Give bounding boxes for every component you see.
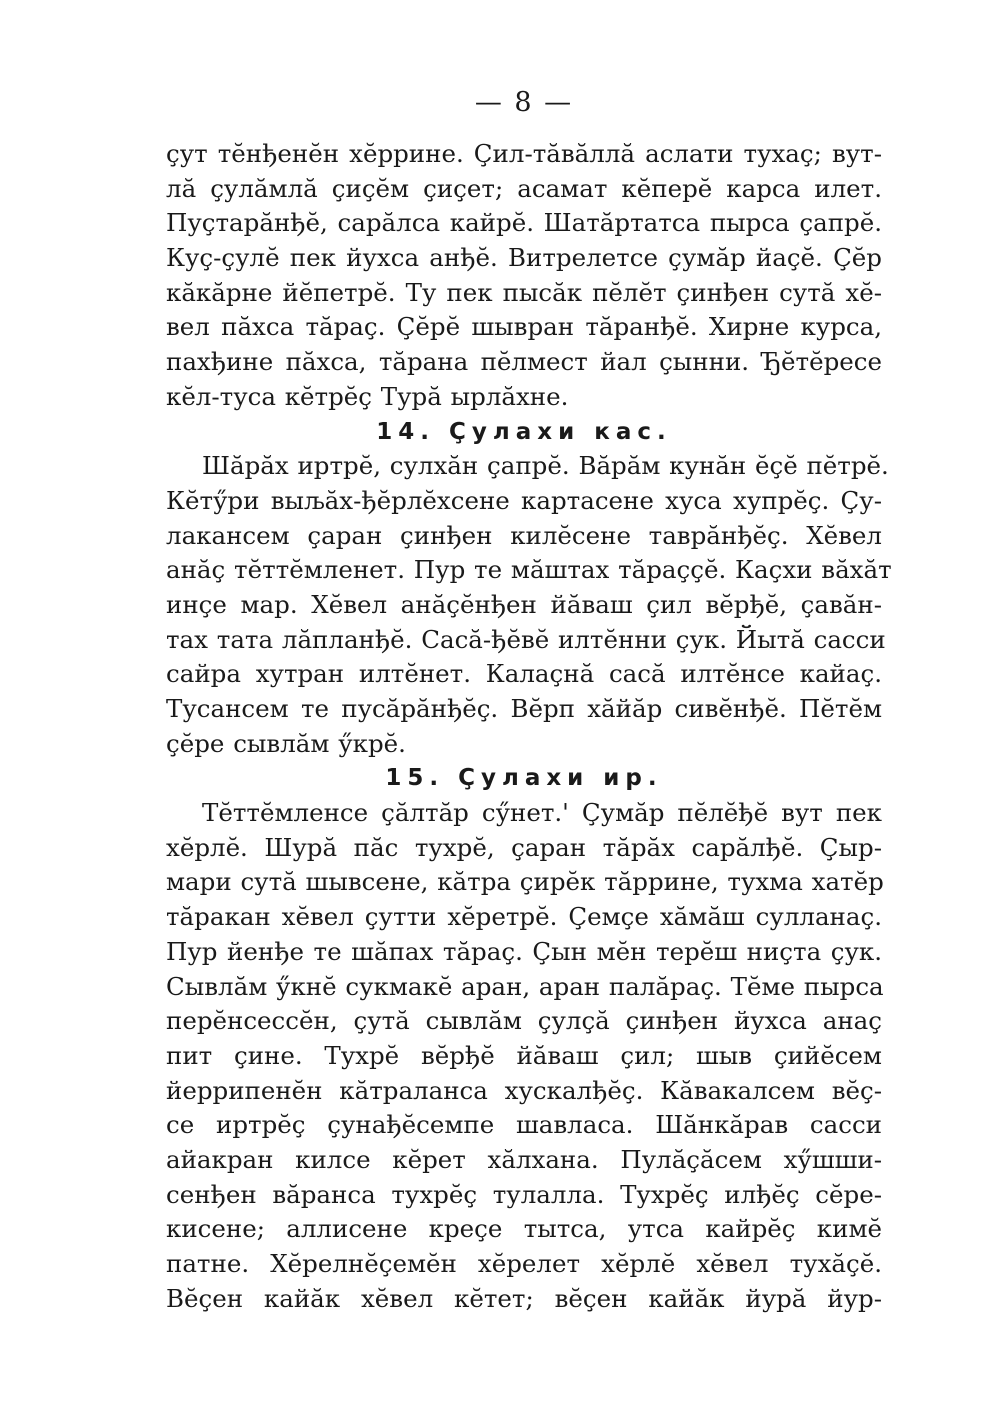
text-line: çут тĕнђенĕн хĕррине. Çил-тăвăллă аслати тухаҫ; вут-	[166, 139, 882, 168]
text-line: лакансем çаран çинђен килĕсене таврăнђĕç. Хĕвел	[166, 520, 882, 550]
text-line: çĕре сывлăм ӳкрĕ.	[166, 728, 406, 758]
text-line: Сывлăм ӳкнĕ сукмакĕ аран, аран палăраҫ. Тĕме пырса	[166, 971, 884, 1001]
text-line: Пур йенђе те шăпах тăраҫ. Çын мĕн терĕш ниçта çук.	[166, 936, 882, 966]
text-line: Куç-çулĕ пек йухса анђĕ. Витрелетсе çумăр йаҫĕ. Çĕр	[166, 243, 882, 273]
text-line: йеррипенĕн кăтраланса хускалђĕç. Кăвакалсем вĕç-	[166, 1075, 882, 1105]
text-line: Кĕтӳри выљăх-ђĕрлĕхсене картасене хуса хупрĕç. Çу-	[166, 485, 882, 515]
text-line: инçе мар. Хĕвел анăçĕнђен йăваш çил вĕрђĕ, çавăн-	[166, 589, 882, 619]
text-line: Тĕттĕмленсе çăлтăр сӳнет.' Çумăр пĕлĕђĕ вут пек	[202, 798, 882, 828]
section-14	[166, 415, 892, 762]
text-line: перĕнсессĕн, çутă сывлăм çулçă çинђен йухса анаҫ	[166, 1006, 882, 1036]
text-line: пит çине. Тухрĕ вĕрђĕ йăваш çил; шыв çийĕсем	[166, 1040, 882, 1070]
text-line: кисене; аллисене креçе тытса, утса кайрĕç кимĕ	[166, 1214, 882, 1244]
text-line: хĕрлĕ. Шурă пăс тухрĕ, çаран тăрăх сарăлђĕ. Çыр-	[166, 832, 882, 862]
text-line: анăç тĕттĕмленет. Пур те мăштах тăраççĕ. Каçхи вăхăт	[166, 555, 892, 585]
text-line: Шăрăх иртрĕ, сулхăн çапрĕ. Вăрăм кунăн ĕçĕ пĕтрĕ.	[202, 451, 889, 481]
section-heading: 14. Çулахи кас.	[376, 418, 672, 445]
page-number: — 8 —	[474, 87, 574, 118]
section-15	[166, 761, 882, 1316]
section-13-tail	[166, 137, 882, 415]
text-line: мари сутă шывсене, кăтра çирĕк тăррине, тухма хатĕр	[166, 867, 884, 897]
text-line: пахђине пăхса, тăрана пĕлмест йал çынни. Ђĕтĕресе	[166, 347, 882, 377]
text-line: сайра хутран илтĕнет. Калаçнă сасă илтĕнсе кайаҫ.	[166, 659, 882, 689]
text-line: Пуçтарăнђĕ, сарăлса кайрĕ. Шатăртатса пырса çапрĕ.	[166, 208, 882, 238]
text-line: Тусансем те пусăрăнђĕç. Вĕрп хăйăр сивĕнђĕ. Пĕтĕм	[166, 694, 882, 723]
section-heading: 15. Çулахи ир.	[385, 765, 663, 792]
text-line: вел пăхса тăраҫ. Çĕрĕ шывран тăранђĕ. Хирне курса,	[166, 312, 882, 342]
text-line: тăракан хĕвел çутти хĕретрĕ. Çемçе хăмăш сулланаҫ.	[166, 902, 882, 932]
text-line: кĕл-туса кĕтрĕç Турă ырлăхне.	[166, 381, 569, 411]
text-line: патне. Хĕрелнĕçемĕн хĕрелет хĕрлĕ хĕвел тухăçĕ.	[166, 1249, 882, 1278]
text-line: кăкăрне йĕпетрĕ. Ту пек пысăк пĕлĕт çинђен сутă хĕ-	[166, 277, 882, 307]
book-page	[166, 85, 892, 1316]
text-line: Вĕçен кайăк хĕвел кĕтет; вĕçен кайăк йурă йур-	[166, 1283, 882, 1313]
text-line: тах тата лăпланђĕ. Сасă-ђĕвĕ илтĕнни çук. Йытă сасси	[166, 624, 886, 654]
text-line: лă çулăмлă çиçĕм çиçет; асамат кĕперĕ карса илет.	[166, 173, 882, 203]
text-line: се иртрĕç çунађĕсемпе шавласа. Шăнкăрав сасси	[166, 1110, 882, 1140]
text-line: айакран килсе кĕрет хăлхана. Пулăçăсем хӳшши-	[166, 1144, 882, 1174]
text-line: сенђен вăранса тухрĕç тулалла. Тухрĕç илђĕç сĕре-	[166, 1179, 882, 1209]
